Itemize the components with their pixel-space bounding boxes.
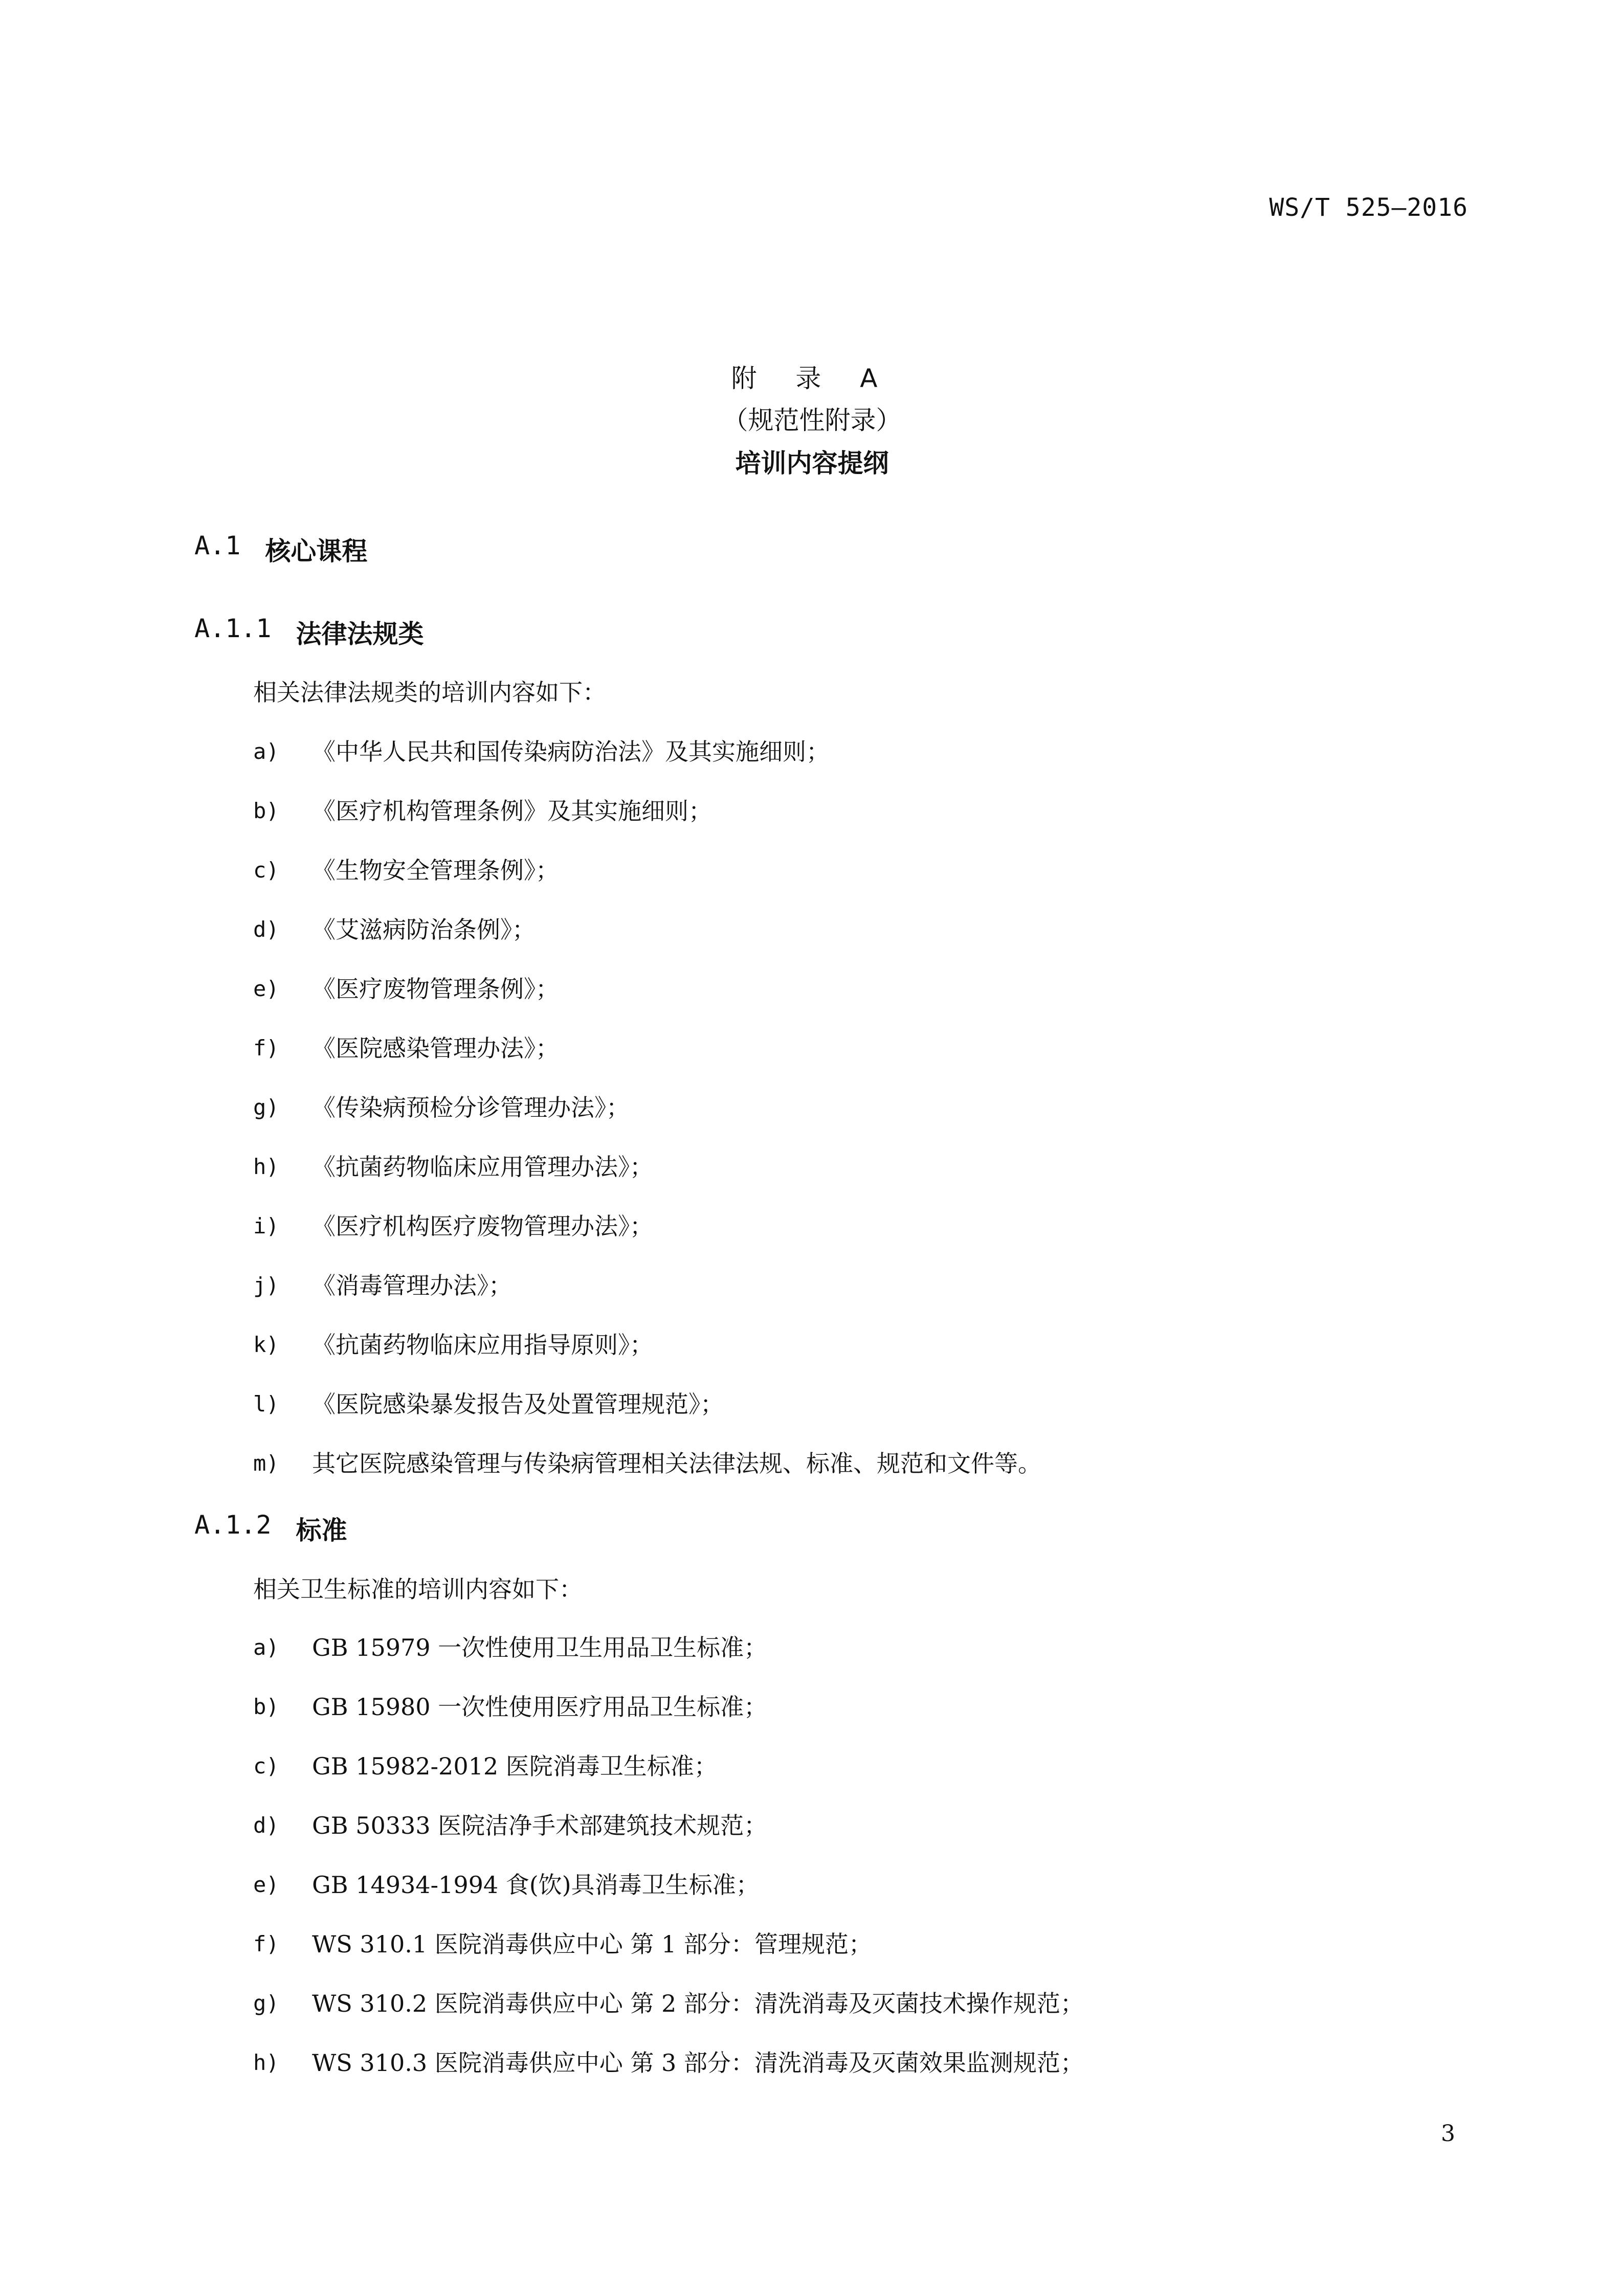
list-item-text: GB 50333 医院洁净手术部建筑技术规范； xyxy=(312,1812,768,1839)
list-item xyxy=(253,2047,1084,2107)
list-item xyxy=(253,974,1041,1033)
list-item-text: WS 310.1 医院消毒供应中心 第 1 部分：管理规范； xyxy=(312,1930,872,1958)
list-item xyxy=(253,914,1041,974)
list-item-text: GB 15980 一次性使用医疗用品卫生标准； xyxy=(312,1693,768,1721)
page-number: 3 xyxy=(1441,2121,1455,2147)
list-item-marker: b) xyxy=(253,1694,279,1719)
list-item-text: GB 15979 一次性使用卫生用品卫生标准； xyxy=(312,1634,768,1661)
list-item-marker: b) xyxy=(253,798,279,823)
section-title: 法律法规类 xyxy=(296,619,424,649)
list-item-marker: g) xyxy=(253,1991,279,2016)
section-a1-1-heading xyxy=(194,614,424,650)
section-a1-2-heading xyxy=(194,1510,347,1547)
section-number: A.1.2 xyxy=(194,1510,272,1540)
list-item-marker: c) xyxy=(253,1753,279,1779)
list-item-text: 《传染病预检分诊管理办法》； xyxy=(312,1094,630,1121)
list-item xyxy=(253,796,1041,855)
list-item xyxy=(253,1929,1084,1988)
list-item xyxy=(253,1632,1084,1692)
list-item-marker: d) xyxy=(253,1813,279,1838)
list-item-marker: e) xyxy=(253,976,279,1001)
section-a1-heading xyxy=(194,531,367,568)
list-item-text: 《医疗废物管理条例》； xyxy=(312,975,559,1003)
section-title: 标准 xyxy=(296,1516,347,1545)
list-item-text: WS 310.2 医院消毒供应中心 第 2 部分：清洗消毒及灭菌技术操作规范； xyxy=(312,1990,1084,2017)
list-item-text: 《抗菌药物临床应用管理办法》； xyxy=(312,1153,653,1181)
list-item-marker: l) xyxy=(253,1391,279,1416)
list-item-marker: a) xyxy=(253,1635,279,1660)
list-item xyxy=(253,1751,1084,1810)
appendix-label: 附 录 A xyxy=(731,364,893,393)
list-item-marker: e) xyxy=(253,1872,279,1897)
section-a1-2-intro: 相关卫生标准的培训内容如下： xyxy=(253,1575,583,1603)
list-item-text: 其它医院感染管理与传染病管理相关法律法规、标准、规范和文件等。 xyxy=(312,1450,1041,1477)
list-item-text: 《医院感染暴发报告及处置管理规范》； xyxy=(312,1390,724,1418)
appendix-title: 培训内容提纲 xyxy=(735,448,889,478)
list-item-marker: c) xyxy=(253,858,279,883)
list-item xyxy=(253,1033,1041,1092)
list-item-marker: j) xyxy=(253,1273,279,1298)
list-item-text: 《医院感染管理办法》； xyxy=(312,1034,559,1062)
list-item xyxy=(253,1692,1084,1751)
list-item xyxy=(253,1870,1084,1929)
list-item-marker: f) xyxy=(253,1036,279,1061)
standard-code: WS/T 525—2016 xyxy=(1269,193,1468,222)
list-item-text: 《生物安全管理条例》； xyxy=(312,857,559,884)
list-item-text: GB 15982-2012 医院消毒卫生标准； xyxy=(312,1752,718,1780)
list-item xyxy=(253,1988,1084,2047)
list-item-marker: f) xyxy=(253,1931,279,1956)
list-item xyxy=(253,1330,1041,1389)
list-item-marker: a) xyxy=(253,739,279,764)
list-item-marker: h) xyxy=(253,1154,279,1179)
list-item-marker: k) xyxy=(253,1332,279,1357)
list-item-text: 《抗菌药物临床应用指导原则》； xyxy=(312,1331,653,1359)
list-item xyxy=(253,1092,1041,1152)
list-item-text: WS 310.3 医院消毒供应中心 第 3 部分：清洗消毒及灭菌效果监测规范； xyxy=(312,2049,1084,2077)
list-item-marker: g) xyxy=(253,1095,279,1120)
section-a1-1-intro: 相关法律法规类的培训内容如下： xyxy=(253,679,606,706)
list-item xyxy=(253,1270,1041,1330)
section-number: A.1.1 xyxy=(194,614,272,643)
law-regulation-list xyxy=(253,736,1041,1507)
section-number: A.1 xyxy=(194,531,241,560)
list-item xyxy=(253,1389,1041,1448)
list-item xyxy=(253,1810,1084,1870)
list-item xyxy=(253,1152,1041,1211)
list-item-marker: i) xyxy=(253,1213,279,1239)
appendix-type: （规范性附录） xyxy=(722,406,902,435)
list-item-marker: h) xyxy=(253,2050,279,2075)
list-item-text: 《消毒管理办法》； xyxy=(312,1272,512,1299)
list-item-text: GB 14934-1994 食(饮)具消毒卫生标准； xyxy=(312,1871,760,1899)
list-item-marker: d) xyxy=(253,917,279,942)
list-item-text: 《医疗机构医疗废物管理办法》； xyxy=(312,1212,653,1240)
list-item xyxy=(253,855,1041,914)
list-item xyxy=(253,1211,1041,1270)
list-item-marker: m) xyxy=(253,1451,279,1476)
list-item-text: 《艾滋病防治条例》； xyxy=(312,916,536,943)
section-title: 核心课程 xyxy=(265,536,368,566)
list-item xyxy=(253,736,1041,796)
list-item-text: 《医疗机构管理条例》及其实施细则； xyxy=(312,797,712,825)
standards-list xyxy=(253,1632,1084,2107)
list-item xyxy=(253,1448,1041,1507)
list-item-text: 《中华人民共和国传染病防治法》及其实施细则； xyxy=(312,738,830,766)
